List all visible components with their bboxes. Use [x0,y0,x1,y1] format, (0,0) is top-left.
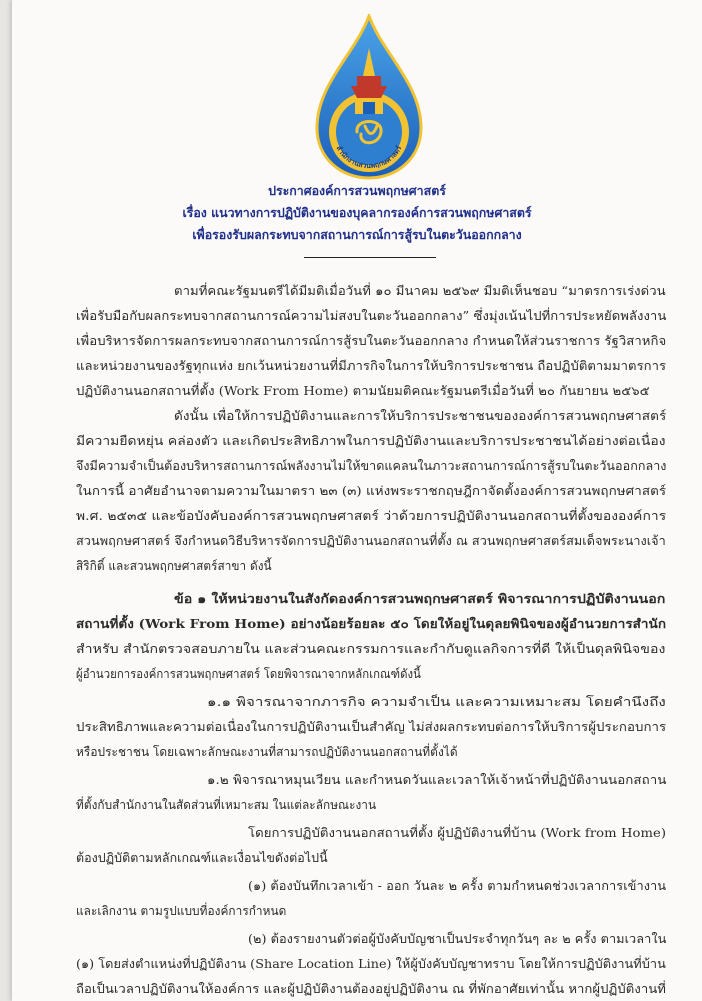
body-line: ที่ตั้งกับสำนักงานในสัดส่วนที่เหมาะสม ในแต่ละลักษณะงาน [76,798,377,812]
body-line: ๑.๒ พิจารณาหมุนเวียน และกำหนดวันและเวลาให้เจ้าหน้าที่ปฏิบัติงานนอกสถาน [207,773,667,787]
body-line: สถานที่ตั้ง (Work From Home) อย่างน้อยร้อยละ ๕๐ โดยให้อยู่ในดุลยพินิจของผู้อำนวยการสำนัก [76,616,667,631]
body-line: หรือประชาชน โดยเฉพาะลักษณะงานที่สามารถปฏิบัติงานนอกสถานที่ตั้งได้ [76,745,458,759]
body-line: ผู้อำนวยการองค์การสวนพฤกษศาสตร์ โดยพิจารณาจากหลักเกณฑ์ดังนี้ [76,667,421,681]
announcement-title: ประกาศองค์การสวนพฤกษศาสตร์ [268,183,446,198]
body-line: (๑) ต้องบันทึกเวลาเข้า - ออก วันละ ๒ ครั้ง ตามกำหนดช่วงเวลาการเข้างาน [248,879,667,893]
body-line: เพื่อบริหารจัดการผลกระทบจากสถานการณ์การสู้รบในตะวันออกกลาง กำหนดให้ส่วนราชการ รัฐวิสาหกิจ [76,334,667,348]
body-line: (๒) ต้องรายงานตัวต่อผู้บังคับบัญชาเป็นประจำทุกวันๆ ละ ๒ ครั้ง ตามเวลาใน [248,932,667,946]
title-divider [304,257,436,258]
body-line: มีความยืดหยุ่น คล่องตัว และเกิดประสิทธิภาพในการปฏิบัติงานและบริการประชาชนได้อย่างต่อเนื่อง [76,434,666,448]
body-line: โดยการปฏิบัติงานนอกสถานที่ตั้ง ผู้ปฏิบัติงานที่บ้าน (Work from Home) [248,826,667,840]
body-line: และเลิกงาน ตามรูปแบบที่องค์การกำหนด [76,904,287,918]
body-line: จึงมีความจำเป็นต้องบริหารสถานการณ์พลังงานไม่ให้ขาดแคลนในภาวะสถานการณ์การสู้รบในตะวันออกกลาง [76,459,667,473]
body-line: สำหรับ สำนักตรวจสอบภายใน และส่วนคณะกรรมการและกำกับดูแลกิจการที่ดี ให้เป็นดุลพินิจของ [76,642,666,656]
body-line: ๑.๑ พิจารณาจากภารกิจ ความจำเป็น และความเหมาะสม โดยคำนึงถึง [207,695,666,709]
organization-logo [311,14,427,180]
body-line: และหน่วยงานของรัฐทุกแห่ง ยกเว้นหน่วยงานที่มีภารกิจในการให้บริการประชาชน ถือปฏิบัติตามมาตรการ [76,359,667,373]
body-line: พ.ศ. ๒๕๓๕ และข้อบังคับองค์การสวนพฤกษศาสตร์ ว่าด้วยการปฏิบัติงานนอกสถานที่ตั้งขององค์การ [76,509,667,523]
body-line: (๑) โดยส่งตำแหน่งที่ปฏิบัติงาน (Share Location Line) ให้ผู้บังคับบัญชาทราบ โดยให้การปฏิบัติงานที่บ้าน [76,957,666,971]
body-line: เพื่อรับมือกับผลกระทบจากสถานการณ์ความไม่สงบในตะวันออกกลาง” ซึ่งมุ่งเน้นไปที่การประหยัดพลังงาน [76,309,667,323]
body-line: ดังนั้น เพื่อให้การปฏิบัติงานและการให้บริการประชาชนขององค์การสวนพฤกษศาสตร์ [174,409,667,423]
body-line: ปฏิบัติงานนอกสถานที่ตั้ง (Work From Home) ตามนัยมติคณะรัฐมนตรีเมื่อวันที่ ๒๐ กันยายน ๒๕๖๕ [76,384,650,398]
announcement-subject: เรื่อง แนวทางการปฏิบัติงานของบุคลากรองค์การสวนพฤกษศาสตร์ [182,205,532,220]
body-line: ถือเป็นเวลาปฏิบัติงานให้องค์การ และผู้ปฏิบัติงานต้องอยู่ปฏิบัติงาน ณ ที่พักอาศัยเท่านั้น หากผู้ปฏิบัติงานที่ [76,982,666,996]
body-line: ตามที่คณะรัฐมนตรีได้มีมติเมื่อวันที่ ๑๐ มีนาคม ๒๕๖๙ มีมติเห็นชอบ “มาตรการเร่งด่วน [174,284,666,298]
body-line: ข้อ ๑ ให้หน่วยงานในสังกัดองค์การสวนพฤกษศาสตร์ พิจารณาการปฏิบัติงานนอก [174,591,666,606]
document-page [12,0,702,1001]
body-line: สวนพฤกษศาสตร์ จึงกำหนดวิธีบริหารจัดการปฏิบัติงานนอกสถานที่ตั้ง ณ สวนพฤกษศาสตร์สมเด็จพระนางเจ้า [76,534,666,548]
body-line: ประสิทธิภาพและความต่อเนื่องในการปฏิบัติงานเป็นสำคัญ ไม่ส่งผลกระทบต่อการให้บริการผู้ประกอบการ [76,720,667,734]
announcement-subject-line2: เพื่อรองรับผลกระทบจากสถานการณ์การสู้รบในตะวันออกกลาง [192,227,522,242]
body-line: ต้องปฏิบัติตามหลักเกณฑ์และเงื่อนไขดังต่อไปนี้ [76,851,328,865]
body-line: ในการนี้ อาศัยอำนาจตามความในมาตรา ๒๓ (๓) แห่งพระราชกฤษฎีกาจัดตั้งองค์การสวนพฤกษศาสตร์ [76,484,667,498]
body-line: สิริกิติ์ และสวนพฤกษศาสตร์สาขา ดังนี้ [76,559,272,573]
logo-text: สำนักงานสวนพฤกษศาสตร์ [334,144,404,171]
